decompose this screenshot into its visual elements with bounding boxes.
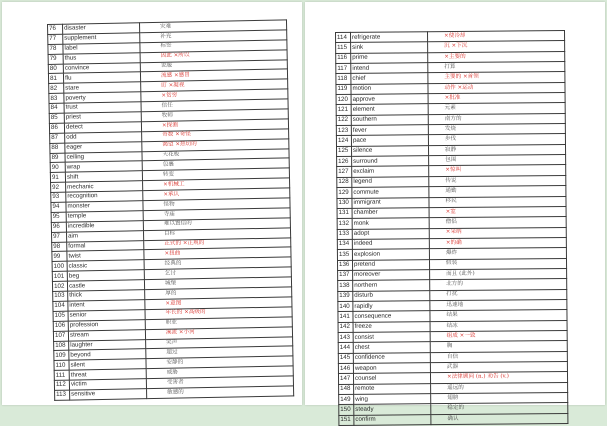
handwritten-meaning: 灾难 xyxy=(139,20,286,33)
handwritten-meaning: 翅膀 xyxy=(431,393,568,405)
english-word: disturb xyxy=(353,290,430,301)
english-word: convince xyxy=(63,62,140,73)
word-number: 112 xyxy=(54,380,69,390)
english-word: motion xyxy=(351,83,428,94)
english-word: ceiling xyxy=(65,151,142,162)
word-number: 96 xyxy=(51,222,66,232)
handwritten-meaning: 目标 xyxy=(143,228,290,241)
english-word: beyond xyxy=(69,349,146,360)
word-number: 151 xyxy=(339,415,354,425)
english-word: sink xyxy=(351,42,428,53)
handwritten-meaning: 发烧 xyxy=(428,124,565,136)
word-number: 97 xyxy=(51,232,66,242)
english-word: victim xyxy=(69,379,146,390)
english-word: chamber xyxy=(352,208,429,219)
word-number: 136 xyxy=(337,260,352,270)
handwritten-meaning: 组成 ×一致 xyxy=(430,330,567,342)
english-word: pace xyxy=(351,135,428,146)
english-word: commute xyxy=(352,187,429,198)
english-word: surround xyxy=(352,156,429,167)
word-number: 107 xyxy=(53,331,68,341)
handwritten-meaning: 遥远的 xyxy=(431,382,568,394)
english-word: explosion xyxy=(352,249,429,260)
english-word: counsel xyxy=(353,373,430,384)
handwritten-meaning: 僧侣 xyxy=(429,217,566,229)
vocab-table-right xyxy=(335,30,568,426)
english-word: freeze xyxy=(353,321,430,332)
word-number: 83 xyxy=(49,93,64,103)
word-number: 104 xyxy=(53,301,68,311)
english-word: approve xyxy=(351,94,428,105)
english-word: twist xyxy=(67,250,144,261)
vocab-table-left xyxy=(47,19,294,400)
english-word: confirm xyxy=(354,414,431,425)
word-number: 87 xyxy=(50,133,65,143)
word-number: 149 xyxy=(339,394,354,404)
handwritten-meaning: 标签 xyxy=(140,40,287,53)
handwritten-meaning: 南方的 xyxy=(428,113,565,125)
english-word: consequence xyxy=(353,311,430,322)
english-word: supplement xyxy=(63,33,140,44)
handwritten-meaning: 武器 xyxy=(430,361,567,373)
handwritten-meaning: 假装 xyxy=(429,258,566,270)
english-word: intend xyxy=(351,63,428,74)
english-word: silent xyxy=(69,359,146,370)
word-number: 135 xyxy=(337,250,352,260)
english-word: laughter xyxy=(69,339,146,350)
english-word: silence xyxy=(351,145,428,156)
english-word: castle xyxy=(67,280,144,291)
english-word: consist xyxy=(353,332,430,343)
right-page xyxy=(305,2,605,424)
handwritten-meaning: 年长的 ×高级的 xyxy=(145,307,292,320)
word-number: 110 xyxy=(54,360,69,370)
word-number: 76 xyxy=(48,24,63,34)
word-number: 115 xyxy=(336,43,351,53)
word-number: 98 xyxy=(52,242,67,252)
handwritten-meaning: 结冰 xyxy=(430,320,567,332)
word-number: 99 xyxy=(52,252,67,262)
handwritten-meaning: 职业 xyxy=(145,317,292,330)
word-number: 130 xyxy=(337,198,352,208)
english-word: monk xyxy=(352,218,429,229)
word-number: 80 xyxy=(48,64,63,74)
english-word: odd xyxy=(65,132,142,143)
handwritten-meaning: 牧师 xyxy=(141,109,288,122)
english-word: wrap xyxy=(65,161,142,172)
word-number: 137 xyxy=(338,270,353,280)
word-number: 109 xyxy=(54,351,69,361)
english-word: confidence xyxy=(353,352,430,363)
word-number: 92 xyxy=(51,182,66,192)
handwritten-meaning: 元素 xyxy=(428,103,565,115)
handwritten-meaning: ×机械工 xyxy=(143,178,290,191)
word-number: 134 xyxy=(337,239,352,249)
handwritten-meaning: ×批准 xyxy=(428,93,565,105)
handwritten-meaning: ×法律顾问 (n.) 劝告 (v.) xyxy=(430,372,567,384)
handwritten-meaning: 难以置信的 xyxy=(143,218,290,231)
english-word: southern xyxy=(351,114,428,125)
handwritten-meaning: 沉 ×下沉 xyxy=(428,41,565,53)
word-number: 105 xyxy=(53,311,68,321)
word-number: 118 xyxy=(336,74,351,84)
word-number: 114 xyxy=(336,32,351,42)
handwritten-meaning: 超过 xyxy=(146,346,293,359)
english-word: shift xyxy=(65,171,142,182)
english-word: senior xyxy=(68,309,145,320)
handwritten-meaning: 厚的 xyxy=(145,287,292,300)
english-word: beg xyxy=(67,270,144,281)
handwritten-meaning: ×主要的 xyxy=(428,51,565,63)
word-number: 122 xyxy=(336,115,351,125)
word-number: 126 xyxy=(337,156,352,166)
word-number: 147 xyxy=(338,374,353,384)
word-number: 120 xyxy=(336,94,351,104)
handwritten-meaning: ×使冷却 xyxy=(428,30,565,42)
word-number: 106 xyxy=(53,321,68,331)
word-number: 127 xyxy=(337,167,352,177)
handwritten-meaning: 安静的 xyxy=(146,356,293,369)
handwritten-meaning: 怪物 xyxy=(143,198,290,211)
word-number: 143 xyxy=(338,332,353,342)
word-number: 78 xyxy=(48,44,63,54)
english-word: refrigerate xyxy=(351,32,428,43)
english-word: intent xyxy=(68,300,145,311)
word-number: 140 xyxy=(338,301,353,311)
word-number: 90 xyxy=(50,163,65,173)
word-number: 108 xyxy=(54,341,69,351)
handwritten-meaning: 主要的 ×首领 xyxy=(428,72,565,84)
word-number: 100 xyxy=(52,262,67,272)
english-word: monster xyxy=(66,201,143,212)
english-word: classic xyxy=(67,260,144,271)
vocab-row xyxy=(339,413,568,425)
word-number: 82 xyxy=(49,84,64,94)
word-number: 141 xyxy=(338,312,353,322)
handwritten-meaning: 信任 xyxy=(141,99,288,112)
handwritten-meaning: 经典的 xyxy=(144,257,291,270)
handwritten-meaning: 传说 xyxy=(429,175,566,187)
handwritten-meaning: 威胁 xyxy=(146,366,293,379)
handwritten-meaning: 流感 ×感冒 xyxy=(140,69,287,82)
english-word: threat xyxy=(69,369,146,380)
word-number: 124 xyxy=(336,136,351,146)
english-word: thick xyxy=(68,290,145,301)
word-number: 111 xyxy=(54,370,69,380)
word-number: 116 xyxy=(336,53,351,63)
word-number: 139 xyxy=(338,291,353,301)
handwritten-meaning: 胸 xyxy=(430,341,567,353)
word-number: 91 xyxy=(50,173,65,183)
handwritten-meaning: ×扭曲 xyxy=(144,247,291,260)
handwritten-meaning: 包围 xyxy=(429,155,566,167)
word-number: 89 xyxy=(50,153,65,163)
word-number: 113 xyxy=(55,390,70,400)
handwritten-meaning: ×采纳 xyxy=(429,227,566,239)
word-number: 145 xyxy=(338,353,353,363)
handwritten-meaning: 城堡 xyxy=(144,277,291,290)
english-word: label xyxy=(63,43,140,54)
handwritten-meaning: 转变 xyxy=(142,168,289,181)
handwritten-meaning: 敏感的 xyxy=(147,386,294,399)
word-number: 117 xyxy=(336,63,351,73)
english-word: eager xyxy=(65,141,142,152)
english-word: prime xyxy=(351,52,428,63)
english-word: trust xyxy=(64,102,141,113)
handwritten-meaning: 正式的 ×正规的 xyxy=(144,237,291,250)
english-word: poverty xyxy=(64,92,141,103)
handwritten-meaning: 北方的 xyxy=(430,279,567,291)
word-number: 77 xyxy=(48,34,63,44)
word-number: 101 xyxy=(52,271,67,281)
handwritten-meaning: 打扰 xyxy=(430,289,567,301)
english-word: moreover xyxy=(353,270,430,281)
handwritten-meaning: 迅速地 xyxy=(430,299,567,311)
handwritten-meaning: ×的确 xyxy=(429,237,566,249)
english-word: chest xyxy=(353,342,430,353)
english-word: remote xyxy=(354,383,431,394)
handwritten-meaning: 爆炸 xyxy=(429,248,566,260)
handwritten-meaning: ×承认 xyxy=(143,188,290,201)
handwritten-meaning: 步伐 xyxy=(428,134,565,146)
english-word: steady xyxy=(354,404,431,415)
english-word: incredible xyxy=(66,221,143,232)
handwritten-meaning: 说服 xyxy=(140,59,287,72)
english-word: legend xyxy=(352,176,429,187)
handwritten-meaning: 确认 xyxy=(431,413,568,425)
handwritten-meaning: 渴望 ×热切的 xyxy=(142,139,289,152)
english-word: weapon xyxy=(353,363,430,374)
english-word: northern xyxy=(353,280,430,291)
english-word: sensitive xyxy=(70,389,147,400)
word-number: 144 xyxy=(338,343,353,353)
word-number: 103 xyxy=(53,291,68,301)
english-word: disaster xyxy=(63,23,140,34)
english-word: priest xyxy=(64,112,141,123)
word-number: 129 xyxy=(337,188,352,198)
word-number: 121 xyxy=(336,105,351,115)
word-number: 132 xyxy=(337,219,352,229)
handwritten-meaning: 补充 xyxy=(140,30,287,43)
word-number: 84 xyxy=(49,103,64,113)
handwritten-meaning: 自信 xyxy=(430,351,567,363)
word-number: 94 xyxy=(51,202,66,212)
english-word: element xyxy=(351,104,428,115)
english-word: profession xyxy=(68,319,145,330)
english-word: chief xyxy=(351,73,428,84)
english-word: recognition xyxy=(66,191,143,202)
handwritten-meaning: 奇数 ×奇怪 xyxy=(142,129,289,142)
word-number: 128 xyxy=(337,177,352,187)
word-number: 102 xyxy=(52,281,67,291)
handwritten-meaning: 移民 xyxy=(429,196,566,208)
word-number: 79 xyxy=(48,54,63,64)
word-number: 142 xyxy=(338,322,353,332)
handwritten-meaning: 盯 ×凝视 xyxy=(141,79,288,92)
word-number: 125 xyxy=(336,146,351,156)
word-number: 148 xyxy=(339,384,354,394)
word-number: 150 xyxy=(339,405,354,415)
word-number: 95 xyxy=(51,212,66,222)
english-word: mechanic xyxy=(66,181,143,192)
handwritten-meaning: 因此 ×所以 xyxy=(140,50,287,63)
english-word: immigrant xyxy=(352,197,429,208)
word-number: 123 xyxy=(336,125,351,135)
handwritten-meaning: 而且 (此外) xyxy=(430,268,567,280)
word-number: 81 xyxy=(48,74,63,84)
handwritten-meaning: 打算 xyxy=(428,62,565,74)
handwritten-meaning: 通勤 xyxy=(429,186,566,198)
handwritten-meaning: 稳定的 xyxy=(431,403,568,415)
english-word: thus xyxy=(63,52,140,63)
handwritten-meaning: 寂静 xyxy=(428,144,565,156)
word-number: 119 xyxy=(336,84,351,94)
english-word: rapidly xyxy=(353,301,430,312)
word-number: 88 xyxy=(50,143,65,153)
english-word: fever xyxy=(351,125,428,136)
english-word: exclaim xyxy=(352,166,429,177)
handwritten-meaning: 天花板 xyxy=(142,148,289,161)
handwritten-meaning: 乞讨 xyxy=(144,267,291,280)
handwritten-meaning: 寺庙 xyxy=(143,208,290,221)
handwritten-meaning: 受害者 xyxy=(146,376,293,389)
handwritten-meaning: ×惊叫 xyxy=(429,165,566,177)
english-word: detect xyxy=(64,122,141,133)
handwritten-meaning: 包裹 xyxy=(142,158,289,171)
word-number: 131 xyxy=(337,208,352,218)
english-word: indeed xyxy=(352,239,429,250)
word-number: 133 xyxy=(337,229,352,239)
english-word: flu xyxy=(63,72,140,83)
handwritten-meaning: ×室 xyxy=(429,206,566,218)
handwritten-meaning: 笑声 xyxy=(146,336,293,349)
english-word: stare xyxy=(64,82,141,93)
handwritten-meaning: 动作 ×运动 xyxy=(428,82,565,94)
word-number: 85 xyxy=(49,113,64,123)
word-number: 146 xyxy=(338,363,353,373)
word-number: 93 xyxy=(51,192,66,202)
english-word: adopt xyxy=(352,228,429,239)
handwritten-meaning: 结果 xyxy=(430,310,567,322)
english-word: aim xyxy=(66,230,143,241)
word-number: 138 xyxy=(338,281,353,291)
english-word: temple xyxy=(66,211,143,222)
handwritten-meaning: ×意图 xyxy=(145,297,292,310)
english-word: formal xyxy=(67,240,144,251)
word-number: 86 xyxy=(49,123,64,133)
handwritten-meaning: 溪流 ×小河 xyxy=(145,326,292,339)
handwritten-meaning: ×探测 xyxy=(141,119,288,132)
handwritten-meaning: ×贫穷 xyxy=(141,89,288,102)
left-page xyxy=(2,2,302,405)
english-word: wing xyxy=(354,394,431,405)
english-word: stream xyxy=(68,329,145,340)
english-word: pretend xyxy=(352,259,429,270)
